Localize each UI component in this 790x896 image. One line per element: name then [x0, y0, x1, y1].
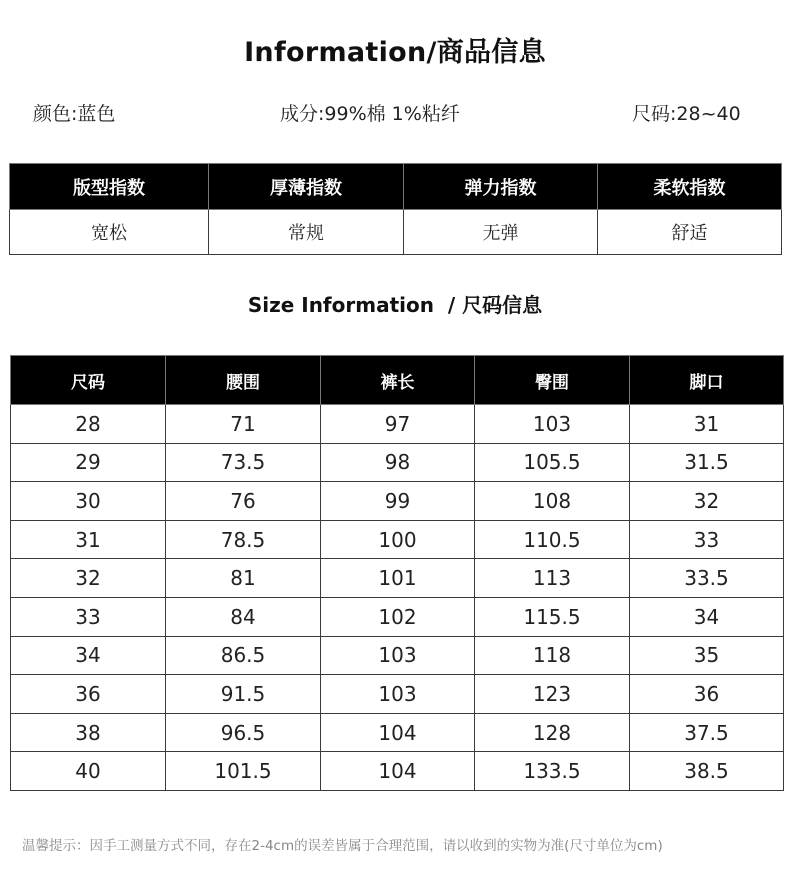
cell-waist: 78.5: [166, 520, 321, 559]
cell-waist: 86.5: [166, 636, 321, 675]
table-row: [11, 443, 784, 482]
cell-size: 28: [11, 405, 166, 444]
cell-length: 98: [321, 443, 475, 482]
cell-length: 102: [321, 597, 475, 636]
cell-hip: 103: [475, 405, 630, 444]
cell-hem: 31.5: [630, 443, 784, 482]
index-value-softness: 舒适: [598, 210, 782, 255]
cell-hem: 38.5: [630, 752, 784, 791]
cell-length: 104: [321, 713, 475, 752]
cell-size: 34: [11, 636, 166, 675]
cell-hip: 113: [475, 559, 630, 598]
cell-hip: 128: [475, 713, 630, 752]
table-row: [11, 636, 784, 675]
color-spec: 颜色:蓝色: [33, 103, 116, 125]
cell-length: 103: [321, 675, 475, 714]
index-table: [9, 163, 782, 255]
table-row: [11, 713, 784, 752]
cell-hip: 108: [475, 482, 630, 521]
cell-waist: 101.5: [166, 752, 321, 791]
footnote: 温馨提示：因手工测量方式不同，存在2-4cm的误差皆属于合理范围，请以收到的实物为准(尺寸单位为cm): [22, 838, 663, 854]
table-row: [11, 520, 784, 559]
size-header-length: 裤长: [321, 356, 475, 405]
cell-hip: 118: [475, 636, 630, 675]
cell-length: 104: [321, 752, 475, 791]
cell-waist: 91.5: [166, 675, 321, 714]
cell-size: 30: [11, 482, 166, 521]
cell-waist: 73.5: [166, 443, 321, 482]
cell-hem: 33.5: [630, 559, 784, 598]
cell-length: 100: [321, 520, 475, 559]
index-value-row: [10, 210, 782, 255]
cell-size: 32: [11, 559, 166, 598]
size-range-spec: 尺码:28~40: [632, 103, 741, 125]
cell-size: 29: [11, 443, 166, 482]
info-title: Information/商品信息: [244, 37, 546, 68]
cell-hem: 35: [630, 636, 784, 675]
cell-size: 31: [11, 520, 166, 559]
table-row: [11, 597, 784, 636]
cell-hem: 32: [630, 482, 784, 521]
table-row: [11, 675, 784, 714]
cell-length: 97: [321, 405, 475, 444]
cell-hem: 36: [630, 675, 784, 714]
cell-length: 101: [321, 559, 475, 598]
size-table: [10, 355, 784, 791]
index-header-row: [10, 164, 782, 210]
cell-waist: 81: [166, 559, 321, 598]
index-value-elasticity: 无弹: [404, 210, 598, 255]
cell-hip: 115.5: [475, 597, 630, 636]
size-header-size: 尺码: [11, 356, 166, 405]
index-header-elasticity: 弹力指数: [404, 164, 598, 210]
table-row: [11, 405, 784, 444]
index-value-fit: 宽松: [10, 210, 209, 255]
cell-waist: 76: [166, 482, 321, 521]
size-title: Size Information / 尺码信息: [247, 293, 543, 317]
cell-hip: 123: [475, 675, 630, 714]
size-header-row: [11, 356, 784, 405]
cell-waist: 96.5: [166, 713, 321, 752]
table-row: [11, 752, 784, 791]
index-value-thickness: 常规: [209, 210, 404, 255]
index-header-softness: 柔软指数: [598, 164, 782, 210]
index-header-thickness: 厚薄指数: [209, 164, 404, 210]
cell-hip: 110.5: [475, 520, 630, 559]
cell-length: 103: [321, 636, 475, 675]
cell-waist: 84: [166, 597, 321, 636]
size-header-waist: 腰围: [166, 356, 321, 405]
table-row: [11, 559, 784, 598]
cell-hem: 31: [630, 405, 784, 444]
cell-length: 99: [321, 482, 475, 521]
index-header-fit: 版型指数: [10, 164, 209, 210]
size-table-body: [11, 405, 784, 791]
cell-hip: 133.5: [475, 752, 630, 791]
cell-size: 38: [11, 713, 166, 752]
cell-hem: 34: [630, 597, 784, 636]
cell-size: 36: [11, 675, 166, 714]
cell-size: 40: [11, 752, 166, 791]
cell-waist: 71: [166, 405, 321, 444]
cell-size: 33: [11, 597, 166, 636]
cell-hem: 33: [630, 520, 784, 559]
cell-hip: 105.5: [475, 443, 630, 482]
cell-hem: 37.5: [630, 713, 784, 752]
size-header-hip: 臀围: [475, 356, 630, 405]
fabric-spec: 成分:99%棉 1%粘纤: [280, 103, 460, 125]
size-header-hem: 脚口: [630, 356, 784, 405]
table-row: [11, 482, 784, 521]
